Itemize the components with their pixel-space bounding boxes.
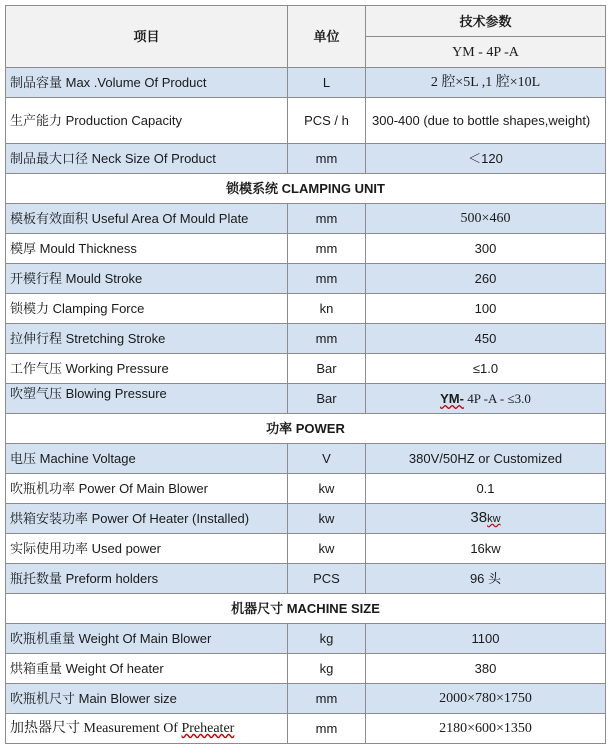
row-unit: PCS [288,564,366,594]
row-label: 实际使用功率 Used power [6,534,288,564]
row-label: 吹瓶机功率 Power Of Main Blower [6,474,288,504]
row-unit: Bar [288,354,366,384]
row-value: 380V/50HZ or Customized [366,444,606,474]
table-row [6,204,606,234]
row-value: 96 头 [366,564,606,594]
row-unit: kn [288,294,366,324]
row-unit: PCS / h [288,98,366,144]
value-unit: kw [487,513,501,525]
row-label: 电压 Machine Voltage [6,444,288,474]
row-unit: L [288,68,366,98]
value-model-prefix: YM- [440,391,464,406]
table-row [6,564,606,594]
spec-table [5,5,606,744]
row-unit: kg [288,624,366,654]
table-row [6,324,606,354]
section-title-machine-size: 机器尺寸 MACHINE SIZE [6,594,606,624]
row-label: 工作气压 Working Pressure [6,354,288,384]
table-row [6,144,606,174]
table-row [6,98,606,144]
row-label: 制品容量 Max .Volume Of Product [6,68,288,98]
table-row [6,714,606,744]
section-row [6,174,606,204]
row-label: 烘箱安装功率 Power Of Heater (Installed) [6,504,288,534]
row-value: 100 [366,294,606,324]
row-label: 生产能力 Production Capacity [6,98,288,144]
table-row [6,654,606,684]
spec-table-wrapper [5,5,606,744]
label-en-underlined: Preheater [181,721,235,736]
row-value: 300-400 (due to bottle shapes,weight) [366,98,606,144]
value-rest: 4P -A - ≤3.0 [463,391,531,406]
row-label: 瓶托数量 Preform holders [6,564,288,594]
table-row [6,354,606,384]
row-unit: mm [288,684,366,714]
row-label: 拉伸行程 Stretching Stroke [6,324,288,354]
table-row [6,474,606,504]
table-row [6,384,606,414]
row-unit: mm [288,144,366,174]
row-value: 2 腔×5L ,1 腔×10L [366,68,606,98]
value-number: 38 [470,509,488,526]
label-cn: 加热器尺寸 [10,721,84,736]
table-row [6,624,606,654]
table-row [6,294,606,324]
row-unit: mm [288,204,366,234]
row-value: 500×460 [366,204,606,234]
table-row [6,234,606,264]
row-unit: kw [288,474,366,504]
row-label: 吹塑气压 Blowing Pressure [6,384,288,414]
row-unit: kg [288,654,366,684]
row-label: 烘箱重量 Weight Of heater [6,654,288,684]
row-value: 300 [366,234,606,264]
row-unit: kw [288,504,366,534]
row-unit: mm [288,714,366,744]
row-label: 开模行程 Mould Stroke [6,264,288,294]
header-params: 技术参数 [366,6,606,37]
row-value: 16kw [366,534,606,564]
row-label: 锁模力 Clamping Force [6,294,288,324]
row-unit: mm [288,324,366,354]
row-value: 1100 [366,624,606,654]
row-value: 260 [366,264,606,294]
row-value: 0.1 [366,474,606,504]
section-title-power: 功率 POWER [6,414,606,444]
header-model: YM - 4P -A [366,37,606,68]
row-unit: mm [288,264,366,294]
row-value [366,504,606,534]
header-unit: 单位 [288,6,366,68]
header-item: 项目 [6,6,288,68]
table-header-row [6,6,606,37]
table-row [6,264,606,294]
table-row [6,504,606,534]
row-value: 2180×600×1350 [366,714,606,744]
row-label [6,714,288,744]
section-title-clamping: 锁模系统 CLAMPING UNIT [6,174,606,204]
row-label: 吹瓶机重量 Weight Of Main Blower [6,624,288,654]
row-label: 模板有效面积 Useful Area Of Mould Plate [6,204,288,234]
row-label: 制品最大口径 Neck Size Of Product [6,144,288,174]
row-value: ＜120 [366,144,606,174]
row-value: 450 [366,324,606,354]
section-row [6,414,606,444]
row-value: 380 [366,654,606,684]
table-row [6,684,606,714]
section-row [6,594,606,624]
row-unit: V [288,444,366,474]
table-row [6,68,606,98]
row-unit: mm [288,234,366,264]
row-value: 2000×780×1750 [366,684,606,714]
row-label: 吹瓶机尺寸 Main Blower size [6,684,288,714]
row-unit: Bar [288,384,366,414]
row-value [366,384,606,414]
table-row [6,534,606,564]
row-unit: kw [288,534,366,564]
row-label: 模厚 Mould Thickness [6,234,288,264]
row-value: ≤1.0 [366,354,606,384]
label-en: Measurement Of [83,721,182,736]
table-row [6,444,606,474]
